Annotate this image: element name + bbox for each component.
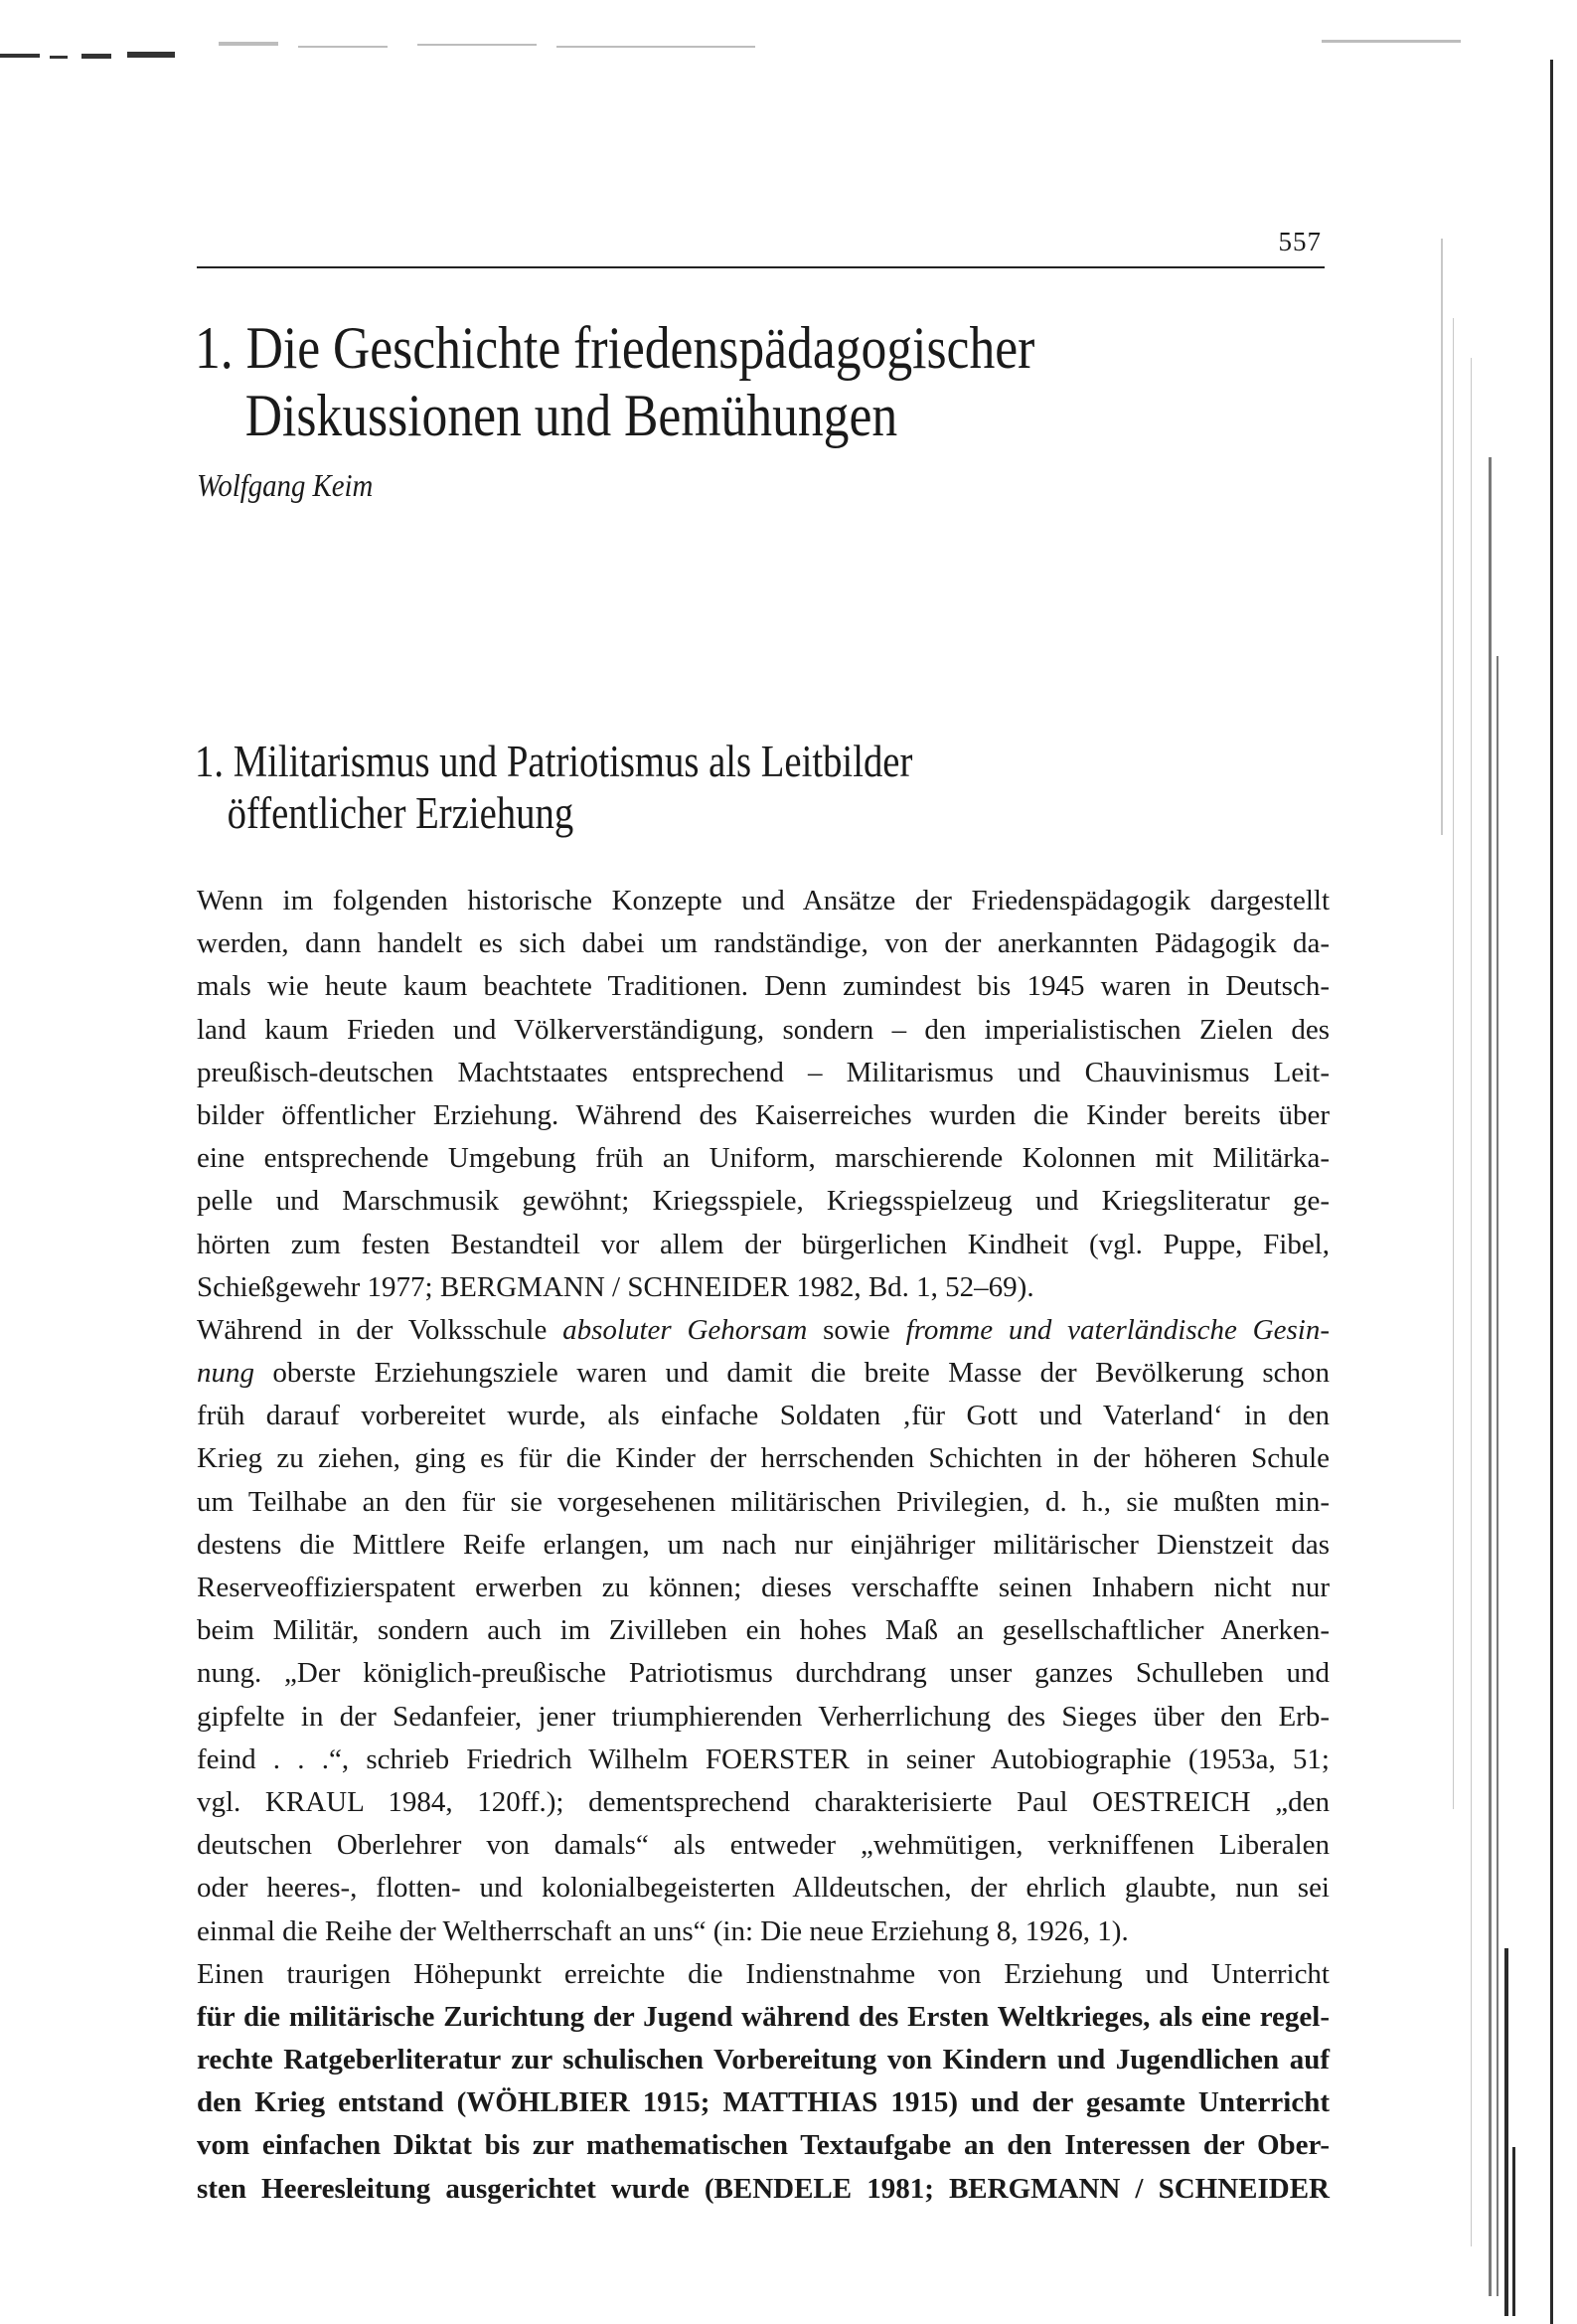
body-line: einmal die Reihe der Weltherrschaft an uns“ (in: Die neue Erziehung 8, 1926, 1). — [197, 1914, 1129, 1947]
body-line: um Teilhabe an den für sie vorgesehenen militärischen Privilegien, d. h., sie mußten min- — [197, 1485, 1330, 1518]
body-line: gipfelte in der Sedanfeier, jener triumphierenden Verherrlichung des Sieges über den Erb- — [197, 1700, 1330, 1733]
body-line: feind . . .“, schrieb Friedrich Wilhelm FOERSTER in seiner Autobiographie (1953a, 51; — [197, 1743, 1330, 1775]
author-name: Wolfgang Keim — [197, 467, 374, 503]
body-line: beim Militär, sondern auch im Zivilleben ein hohes Maß an gesellschaftlicher Anerken- — [197, 1614, 1330, 1647]
body-line: pelle und Marschmusik gewöhnt; Kriegsspiele, Kriegsspielzeug und Kriegsliteratur ge- — [197, 1185, 1330, 1218]
body-line: vgl. KRAUL 1984, 120ff.); dementsprechend charakterisierte Paul OESTREICH „den — [197, 1785, 1330, 1818]
header-rule — [197, 266, 1325, 268]
body-line: destens die Mittlere Reife erlangen, um nach nur einjähriger militärischer Dienstzeit das — [197, 1528, 1330, 1561]
page-number: 557 — [1278, 227, 1322, 256]
body-line: für die militärische Zurichtung der Jugend während des Ersten Weltkrieges, als eine regel- — [197, 2000, 1330, 2033]
body-line: früh darauf vorbereitet wurde, als einfache Soldaten ‚für Gott und Vaterland‘ in den — [197, 1400, 1330, 1432]
body-line: Einen traurigen Höhepunkt erreichte die Indienstnahme von Erziehung und Unterricht — [197, 1957, 1330, 1990]
body-line: eine entsprechende Umgebung früh an Uniform, marschierende Kolonnen mit Militärka- — [197, 1142, 1330, 1175]
chapter-title-line: 1. Die Geschichte friedenspädagogischer — [195, 315, 1035, 381]
body-line: werden, dann handelt es sich dabei um randständige, von der anerkannten Pädagogik da- — [197, 927, 1330, 960]
body-line: vom einfachen Diktat bis zur mathematischen Textaufgabe an den Interessen der Ober- — [197, 2129, 1330, 2162]
body-line: sten Heeresleitung ausgerichtet wurde (BENDELE 1981; BERGMANN / SCHNEIDER — [197, 2172, 1330, 2205]
body-line: land kaum Frieden und Völkerverständigung, sondern – den imperialistischen Zielen des — [197, 1013, 1330, 1046]
body-line: deutschen Oberlehrer von damals“ als entweder „wehmütigen, verkniffenen Liberalen — [197, 1829, 1330, 1862]
section-heading — [195, 736, 1220, 839]
body-line — [197, 1309, 1330, 1352]
body-line: den Krieg entstand (WÖHLBIER 1915; MATTHIAS 1915) und der gesamte Unterricht — [197, 2086, 1330, 2119]
body-line: hörten zum festen Bestandteil vor allem der bürgerlichen Kindheit (vgl. Puppe, Fibel, — [197, 1228, 1330, 1260]
body-text-fragment: Während in der Volksschule — [197, 1313, 563, 1346]
body-line: Reserveoffizierspatent erwerben zu können; dieses verschaffte seinen Inhabern nicht nur — [197, 1572, 1330, 1603]
body-line: mals wie heute kaum beachtete Traditionen. Denn zumindest bis 1945 waren in Deutsch- — [197, 970, 1330, 1003]
body-text — [197, 880, 1330, 2211]
body-text-fragment: sowie — [807, 1313, 906, 1346]
chapter-title — [195, 314, 1220, 449]
body-line: Krieg zu ziehen, ging es für die Kinder der herrschenden Schichten in der höheren Schule — [197, 1442, 1330, 1475]
body-line: nung. „Der königlich-preußische Patriotismus durchdrang unser ganzes Schulleben und — [197, 1657, 1330, 1690]
section-heading-line: öffentlicher Erziehung — [227, 788, 574, 838]
section-heading-line: 1. Militarismus und Patriotismus als Leitbilder — [195, 737, 913, 786]
body-line: preußisch-deutschen Machtstaates entsprechend – Militarismus und Chauvinismus Leit- — [197, 1056, 1330, 1088]
body-emphasis: absoluter Gehorsam — [562, 1313, 808, 1346]
body-line: bilder öffentlicher Erziehung. Während des Kaiserreiches wurden die Kinder bereits über — [197, 1098, 1330, 1131]
chapter-title-line: Diskussionen und Bemühungen — [244, 383, 898, 448]
body-emphasis: fromme und vaterländische Gesin- — [905, 1313, 1330, 1346]
body-line — [197, 1352, 1330, 1395]
body-line: oder heeres-, flotten- und kolonialbegeisterten Alldeutschen, der ehrlich glaubte, nun sei — [197, 1872, 1330, 1905]
scan-artifact-right-edge — [1431, 60, 1577, 2324]
body-line: Wenn im folgenden historische Konzepte und Ansätze der Friedenspädagogik dargestellt — [197, 885, 1330, 916]
body-line: rechte Ratgeberliteratur zur schulischen Vorbereitung von Kindern und Jugendlichen auf — [197, 2044, 1330, 2076]
body-text-fragment: oberste Erziehungsziele waren und damit die breite Masse der Bevölkerung schon — [254, 1357, 1330, 1390]
body-line: Schießgewehr 1977; BERGMANN / SCHNEIDER 1982, Bd. 1, 52–69). — [197, 1270, 1034, 1303]
scan-artifact-top — [0, 0, 1577, 70]
body-emphasis: nung — [197, 1357, 254, 1390]
